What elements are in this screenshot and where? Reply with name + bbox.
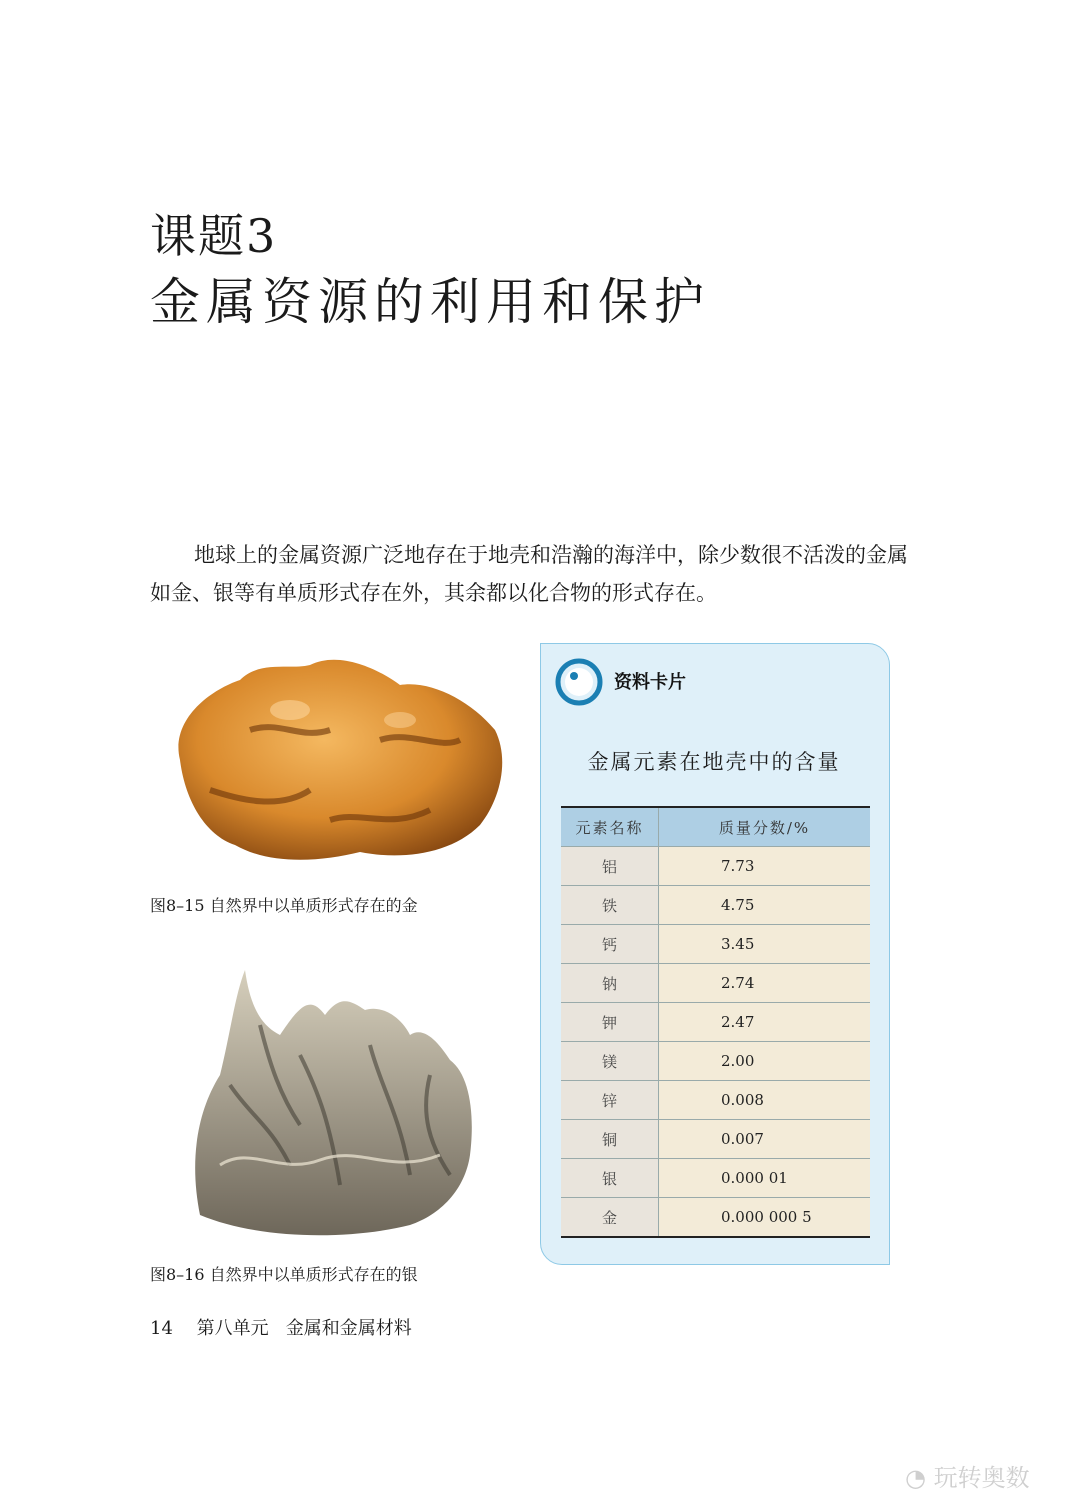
mass-fraction-cell: 0.000 01 xyxy=(659,1159,871,1198)
mass-fraction-cell: 2.74 xyxy=(659,964,871,1003)
element-name-cell: 银 xyxy=(561,1159,659,1198)
table-title: 金属元素在地壳中的含量 xyxy=(587,750,841,774)
unit-name: 第八单元 xyxy=(196,1318,269,1339)
mass-fraction-cell: 0.007 xyxy=(659,1120,871,1159)
page-number: 14 xyxy=(150,1318,173,1339)
unit-title: 金属和金属材料 xyxy=(285,1318,412,1339)
element-name-cell: 钠 xyxy=(561,964,659,1003)
mass-fraction-cell: 3.45 xyxy=(659,925,871,964)
watermark xyxy=(905,1458,1030,1493)
metal-content-table xyxy=(561,806,870,1238)
mass-fraction-cell: 2.47 xyxy=(659,1003,871,1042)
element-name-cell: 钙 xyxy=(561,925,659,964)
info-card-label: 资料卡片 xyxy=(614,672,686,693)
info-card-icon xyxy=(555,658,603,706)
element-name-cell: 镁 xyxy=(561,1042,659,1081)
element-name-cell: 铝 xyxy=(561,847,659,886)
watermark-text: 玩转奥数 xyxy=(933,1464,1030,1492)
figure-caption: 图8–16 自然界中以单质形式存在的银 xyxy=(150,1265,418,1284)
mass-fraction-cell: 4.75 xyxy=(659,886,871,925)
mass-fraction-cell: 2.00 xyxy=(659,1042,871,1081)
native-silver-image xyxy=(150,965,550,1250)
element-name-cell: 金 xyxy=(561,1198,659,1238)
column-header-mass-fraction: 质量分数/% xyxy=(659,807,871,847)
wechat-icon: ◔ xyxy=(905,1464,926,1492)
figure-caption: 图8–15 自然界中以单质形式存在的金 xyxy=(150,896,418,915)
gold-nugget-image xyxy=(150,640,550,880)
element-name-cell: 铜 xyxy=(561,1120,659,1159)
table-row xyxy=(561,1003,870,1042)
intro-paragraph: 地球上的金属资源广泛地存在于地壳和浩瀚的海洋中，除少数很不活泼的金属如金、银等有单质形式存在外，其余都以化合物的形式存在。 xyxy=(150,543,908,605)
table-row xyxy=(561,1198,870,1238)
table-row xyxy=(561,847,870,886)
mass-fraction-cell: 0.008 xyxy=(659,1081,871,1120)
mass-fraction-cell: 0.000 000 5 xyxy=(659,1198,871,1238)
element-name-cell: 锌 xyxy=(561,1081,659,1120)
mass-fraction-cell: 7.73 xyxy=(659,847,871,886)
element-name-cell: 铁 xyxy=(561,886,659,925)
table-row xyxy=(561,1159,870,1198)
table-row xyxy=(561,1042,870,1081)
table-row xyxy=(561,1081,870,1120)
table-row xyxy=(561,925,870,964)
table-row xyxy=(561,1120,870,1159)
page-footer xyxy=(150,1314,412,1340)
table-row xyxy=(561,886,870,925)
column-header-element: 元素名称 xyxy=(561,807,659,847)
table-row xyxy=(561,964,870,1003)
element-name-cell: 钾 xyxy=(561,1003,659,1042)
page-title: 金属资源的利用和保护 xyxy=(150,273,710,331)
lesson-number: 课题3 xyxy=(150,209,278,263)
